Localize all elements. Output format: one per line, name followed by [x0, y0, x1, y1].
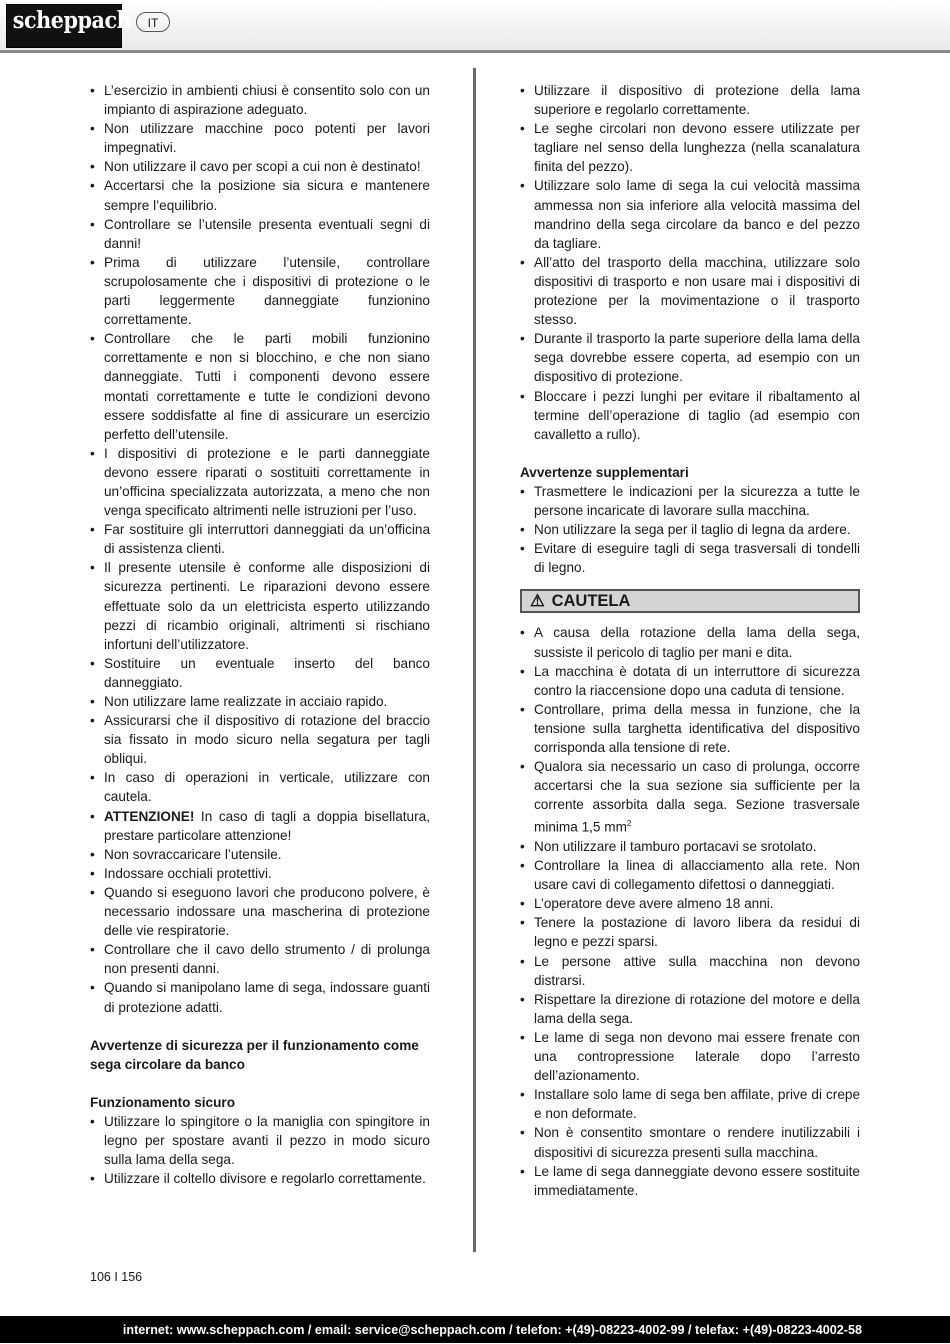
list-item: [90, 807, 430, 845]
list-item: • Non utilizzare la sega per il taglio di legna da ardere.: [520, 520, 860, 539]
list-item: • Utilizzare lo spingitore o la maniglia con spingitore in legno per spostare avanti il pezzo in modo sicuro sulla lama della sega.: [90, 1112, 430, 1169]
section-heading-table-saw: Avvertenze di sicurezza per il funzionamento come sega circolare da banco: [90, 1037, 419, 1072]
list-item: • Durante il trasporto la parte superiore della lama della sega dovrebbe essere coperta, ad esempio con un dispositivo di protezione.: [520, 329, 860, 386]
attention-label: ATTENZIONE!: [104, 808, 195, 824]
list-item: • Quando si eseguono lavori che producono polvere, è necessario indossare una mascherina di protezione delle vie respiratorie.: [90, 883, 430, 940]
list-item: • Controllare la linea di allacciamento alla rete. Non usare cavi di collegamento difettosi o danneggiati.: [520, 856, 860, 894]
page-number: 106 I 156: [90, 1270, 143, 1284]
list-item: • Non utilizzare il tamburo portacavi se srotolato.: [520, 837, 860, 856]
warning-icon: ⚠: [530, 592, 545, 611]
list-item: • Evitare di eseguire tagli di sega trasversali di tondelli di legno.: [520, 539, 860, 577]
column-divider: [473, 68, 476, 1252]
list-item: • L’esercizio in ambienti chiusi è consentito solo con un impianto di aspirazione adeguato.: [90, 81, 430, 119]
additional-list: [520, 482, 860, 577]
list-item: • Le persone attive sulla macchina non devono distrarsi.: [520, 952, 860, 990]
list-item: • Utilizzare il coltello divisore e regolarlo correttamente.: [90, 1169, 430, 1188]
list-item: • Accertarsi che la posizione sia sicura e mantenere sempre l’equilibrio.: [90, 176, 430, 214]
cable-text: Qualora sia necessario un caso di prolunga, occorre accertarsi che la sua sezione sia sufficiente per la corrente assorbita dalla sega. Sezione trasversale minima 1,5 mm: [534, 759, 860, 835]
caution-list: [520, 623, 860, 757]
list-item: • A causa della rotazione della lama della sega, sussiste il pericolo di taglio per mani e dita.: [520, 623, 860, 661]
brand-logo: [6, 4, 132, 48]
caution-title: CAUTELA: [551, 592, 631, 611]
list-item: • Le lame di sega non devono mai essere frenate con una contropressione laterale dopo l’arresto dell’azionamento.: [520, 1028, 860, 1085]
attention-list: [90, 807, 430, 845]
list-item: • Prima di utilizzare l’utensile, controllare scrupolosamente che i dispositivi di protezione o le parti leggermente danneggiate funzionino correttamente.: [90, 253, 430, 329]
list-item: • Tenere la postazione di lavoro libera da residui di legno e pezzi sparsi.: [520, 913, 860, 951]
list-item: • L’operatore deve avere almeno 18 anni.: [520, 894, 860, 913]
list-item: • Controllare se l’utensile presenta eventuali segni di danni!: [90, 215, 430, 253]
left-column: [90, 81, 430, 1188]
list-item: • Utilizzare il dispositivo di protezione della lama superiore e regolarlo correttamente.: [520, 81, 860, 119]
list-item: • Controllare, prima della messa in funzione, che la tensione sulla targhetta identificativa del dispositivo corrisponda alla tensione di rete.: [520, 700, 860, 757]
list-item: • Rispettare la direzione di rotazione del motore e della lama della sega.: [520, 990, 860, 1028]
list-item: • Indossare occhiali protettivi.: [90, 864, 430, 883]
caution-box: [520, 589, 860, 613]
attention-text: In caso di tagli a doppia bisellatura, prestare particolare attenzione!: [104, 808, 430, 843]
list-item: • All’atto del trasporto della macchina, utilizzare solo dispositivi di trasporto e non usare mai i dispositivi di protezione per la movimentazione o il trasporto stesso.: [520, 253, 860, 329]
list-item: • Le seghe circolari non devono essere utilizzate per tagliare nel senso della lunghezza (nella scanalatura finita del pezzo).: [520, 119, 860, 176]
list-item: • La macchina è dotata di un interruttore di sicurezza contro la riaccensione dopo una caduta di tensione.: [520, 662, 860, 700]
list-item: • Non sovraccaricare l’utensile.: [90, 845, 430, 864]
list-item: • I dispositivi di protezione e le parti danneggiate devono essere riparati o sostituiti correttamente in un’officina specializzata autorizzata, a meno che non venga specificato altrimenti nelle istruzioni per l’uso.: [90, 444, 430, 520]
list-item: • Sostituire un eventuale inserto del banco danneggiato.: [90, 654, 430, 692]
list-item: • Non utilizzare il cavo per scopi a cui non è destinato!: [90, 157, 430, 176]
list-item: [520, 757, 860, 837]
safe-operation-list: [90, 1112, 430, 1188]
list-item: • Far sostituire gli interruttori danneggiati da un’officina di assistenza clienti.: [90, 520, 430, 558]
safety-list: [90, 81, 430, 807]
list-item: • In caso di operazioni in verticale, utilizzare con cautela.: [90, 768, 430, 806]
section-heading-additional: Avvertenze supplementari: [520, 464, 689, 480]
page-header: [0, 0, 950, 53]
safety-list-continued: [90, 845, 430, 1017]
caution-list-continued: [520, 837, 860, 1200]
list-item: • Non è consentito smontare o rendere inutilizzabili i dispositivi di sicurezza presenti sulla macchina.: [520, 1123, 860, 1161]
language-badge: IT: [136, 12, 170, 32]
list-item: • Non utilizzare lame realizzate in acciaio rapido.: [90, 692, 430, 711]
list-item: • Utilizzare solo lame di sega la cui velocità massima ammessa non sia inferiore alla velocità massima del mandrino della sega circolare da banco e del pezzo da tagliare.: [520, 176, 860, 252]
list-item: • Installare solo lame di sega ben affilate, prive di crepe e non deformate.: [520, 1085, 860, 1123]
superscript: 2: [626, 819, 632, 829]
list-item: • Controllare che il cavo dello strumento / di prolunga non presenti danni.: [90, 940, 430, 978]
list-item: • Il presente utensile è conforme alle disposizioni di sicurezza pertinenti. Le riparazioni devono essere effettuate solo da un elettricista esperto utilizzando pezzi di ricambio originali, altrimenti si rischiano infortuni dell’utilizzatore.: [90, 558, 430, 653]
list-item: • Assicurarsi che il dispositivo di rotazione del braccio sia fissato in modo sicuro nella segatura per tagli obliqui.: [90, 711, 430, 768]
right-column: [520, 81, 860, 1200]
footer-contact: internet: www.scheppach.com / email: service@scheppach.com / telefon: +(49)-08223-4002-99 / telefax: +(49)-08223-4002-58: [0, 1316, 950, 1343]
section-heading-safe-operation: Funzionamento sicuro: [90, 1094, 236, 1110]
list-item: • Trasmettere le indicazioni per la sicurezza a tutte le persone incaricate di lavorare sulla macchina.: [520, 482, 860, 520]
brand-name: scheppach: [12, 7, 132, 34]
list-item: • Bloccare i pezzi lunghi per evitare il ribaltamento al termine dell’operazione di taglio (ad esempio con cavalletto a rullo).: [520, 387, 860, 444]
list-item: • Quando si manipolano lame di sega, indossare guanti di protezione adatti.: [90, 978, 430, 1016]
list-item: • Le lame di sega danneggiate devono essere sostituite immediatamente.: [520, 1162, 860, 1200]
cable-list: [520, 757, 860, 837]
safety-list-right: [520, 81, 860, 444]
list-item: • Controllare che le parti mobili funzionino correttamente e non si blocchino, e che non siano danneggiate. Tutti i componenti devono essere montati correttamente e tutte le condizioni devono essere soddisfatte al fine di assicurare un esercizio perfetto dell’utensile.: [90, 329, 430, 444]
list-item: • Non utilizzare macchine poco potenti per lavori impegnativi.: [90, 119, 430, 157]
